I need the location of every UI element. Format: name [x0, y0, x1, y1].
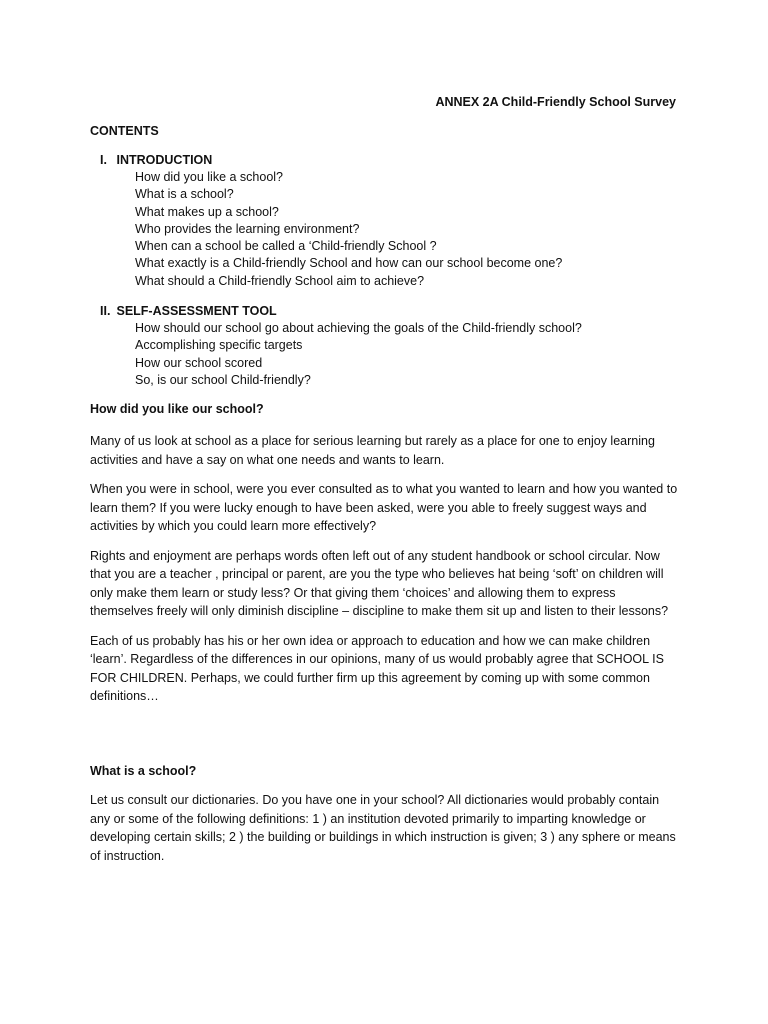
toc-item: Who provides the learning environment? — [135, 221, 360, 236]
toc-section-introduction — [100, 152, 212, 169]
paragraph: Rights and enjoyment are perhaps words often left out of any student handbook or school circular. Now that you are a teacher , principal or parent, are you the type who believes hat being ‘soft’ on children will only make them learn or study less? Or that giving them ‘choices’ and allowing them to express themselves freely will only diminish discipline – discipline to make them sit up and listen to their lessons? — [90, 548, 669, 618]
toc-item: What is a school? — [135, 187, 234, 202]
section-how-did-you-like — [90, 401, 680, 706]
contents-heading: CONTENTS — [90, 124, 159, 138]
toc-item: How should our school go about achieving the goals of the Child-friendly school? — [135, 321, 582, 335]
section-what-is-a-school — [90, 763, 680, 865]
toc-item: Accomplishing specific targets — [135, 338, 303, 353]
toc-item: How our school scored — [135, 355, 263, 370]
paragraph: Let us consult our dictionaries. Do you have one in your school? All dictionaries would probably contain any or some of the following definitions: 1 ) an institution devoted primarily to imparting knowledge or developing certain skills; 2 ) the building or buildings in which instruction is given; 3 ) any sphere or means of instruction. — [90, 793, 676, 863]
toc-item: When can a school be called a ‘Child-friendly School ? — [135, 239, 437, 254]
toc-list-self-assessment — [135, 320, 582, 389]
toc-item: How did you like a school? — [135, 170, 283, 184]
toc-list-introduction — [135, 169, 562, 290]
paragraph: Many of us look at school as a place for serious learning but rarely as a place for one to enjoy learning activities and have a say on what one needs and wants to learn. — [90, 434, 655, 467]
section-heading: What is a school? — [90, 764, 197, 778]
toc-section-title: SELF-ASSESSMENT TOOL — [116, 304, 277, 318]
toc-item: So, is our school Child-friendly? — [135, 372, 311, 387]
section-heading: How did you like our school? — [90, 402, 264, 416]
paragraph: When you were in school, were you ever consulted as to what you wanted to learn and how you wanted to learn them? If you were lucky enough to have been asked, were you able to freely suggest ways and activities by which you could learn more effectively? — [90, 482, 678, 533]
toc-section-number: II. — [100, 304, 111, 318]
toc-item: What makes up a school? — [135, 204, 279, 219]
paragraph: Each of us probably has his or her own idea or approach to education and how we can make children ‘learn’. Regardless of the differences in our opinions, many of us would probably agree that SCHOOL IS FOR CHILDREN. Perhaps, we could further firm up this agreement by coming up with some common definitions… — [90, 633, 664, 703]
annex-title: ANNEX 2A Child-Friendly School Survey — [435, 95, 676, 109]
toc-section-title: INTRODUCTION — [116, 153, 213, 167]
toc-item: What should a Child-friendly School aim to achieve? — [135, 273, 425, 288]
toc-item: What exactly is a Child-friendly School and how can our school become one? — [135, 256, 563, 271]
toc-section-self-assessment — [100, 303, 277, 320]
toc-section-number: I. — [100, 153, 107, 167]
